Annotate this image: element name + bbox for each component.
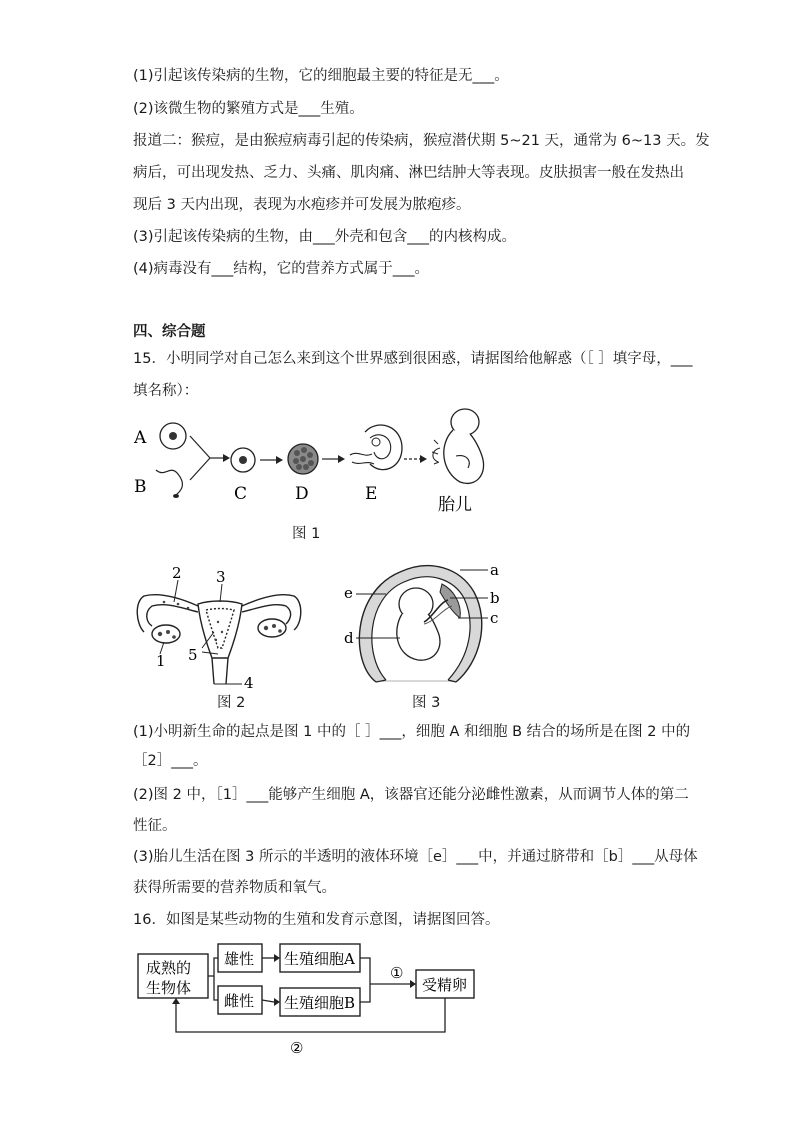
reproduction-flow-diagram [136, 940, 476, 1058]
q15-stem-line-2: 填名称）： [133, 383, 199, 399]
step-2-label: ② [290, 1039, 304, 1057]
question-3: (3)引起该传染病的生物，由___外壳和包含___的内核构成。 [133, 229, 517, 245]
figure-1-development [120, 400, 500, 525]
q15-sub3-line-2: 获得所需要的营养物质和氧气。 [133, 880, 336, 896]
fig1-label-c: C [234, 484, 248, 504]
zygote-label: 受精卵 [422, 976, 468, 994]
female-label: 雌性 [224, 992, 255, 1010]
fig1-label-b: B [134, 477, 147, 497]
question-1: (1)引起该传染病的生物，它的细胞最主要的特征是无___。 [133, 68, 509, 84]
q15-sub1-line-2: ［2］___。 [133, 753, 208, 769]
fig1-label-d: D [295, 484, 309, 504]
fetus [432, 409, 484, 483]
mature-organism-line-2: 生物体 [146, 979, 192, 997]
q15-sub2-line-1: (2)图 2 中，［1］___能够产生细胞 A，该器官还能分泌雌性激素，从而调节人体的第二 [133, 787, 689, 803]
cell-a-label: 生殖细胞A [284, 950, 355, 968]
sperm-cell [156, 470, 182, 495]
fig3-label-d: d [344, 629, 354, 647]
q15-stem-line-1: 15．小明同学对自己怎么来到这个世界感到很困惑，请据图给他解惑（［ ］填字母，___ [133, 351, 693, 367]
fig3-label-c: c [490, 609, 499, 627]
fig3-label-e: e [344, 584, 353, 602]
fig2-label-5: 5 [188, 646, 198, 664]
figure-3-fetus-in-uterus [340, 552, 510, 697]
report2-line-1: 报道二：猴痘，是由猴痘病毒引起的传染病，猴痘潜伏期 5~21 天，通常为 6~13 天。发 [133, 133, 710, 149]
fig1-label-fetus: 胎儿 [438, 495, 472, 515]
fig1-label-e: E [365, 484, 378, 504]
fig3-label-b: b [490, 589, 500, 607]
male-label: 雄性 [224, 950, 255, 968]
step-1-label: ① [390, 964, 404, 982]
fig2-label-1: 1 [156, 652, 166, 670]
report2-line-3: 现后 3 天内出现，表现为水疱疹并可发展为脓疱疹。 [133, 197, 471, 213]
cell-b-label: 生殖细胞B [284, 994, 356, 1012]
fig2-label-2: 2 [172, 564, 182, 582]
figure-1-caption: 图 1 [292, 526, 321, 542]
fig2-label-3: 3 [216, 568, 226, 586]
fig1-label-a: A [134, 428, 147, 448]
question-4: (4)病毒没有___结构，它的营养方式属于___。 [133, 261, 430, 277]
q16-stem: 16．如图是某些动物的生殖和发育示意图，请据图回答。 [133, 912, 500, 928]
question-2: (2)该微生物的繁殖方式是___生殖。 [133, 101, 364, 117]
report2-line-2: 病后，可出现发热、乏力、头痛、肌肉痛、淋巴结肿大等表现。皮肤损害一般在发热出 [133, 165, 684, 181]
fig2-label-4: 4 [244, 674, 254, 692]
figure-2-caption: 图 2 [217, 695, 246, 711]
q15-sub2-line-2: 性征。 [133, 818, 177, 834]
figure-3-caption: 图 3 [412, 695, 441, 711]
q15-sub3-line-1: (3)胎儿生活在图 3 所示的半透明的液体环境［e］___中，并通过脐带和［b］___从母体 [133, 849, 698, 865]
morula-d [288, 444, 318, 474]
embryo-e [350, 425, 402, 470]
mature-organism-line-1: 成熟的 [146, 959, 192, 977]
section-4-title: 四、综合题 [133, 324, 206, 340]
fig3-label-a: a [490, 561, 499, 579]
q15-sub1-line-1: (1)小明新生命的起点是图 1 中的［ ］___，细胞 A 和细胞 B 结合的场所是在图 2 中的 [133, 724, 691, 740]
figure-2-female-reproductive-system [130, 562, 310, 692]
